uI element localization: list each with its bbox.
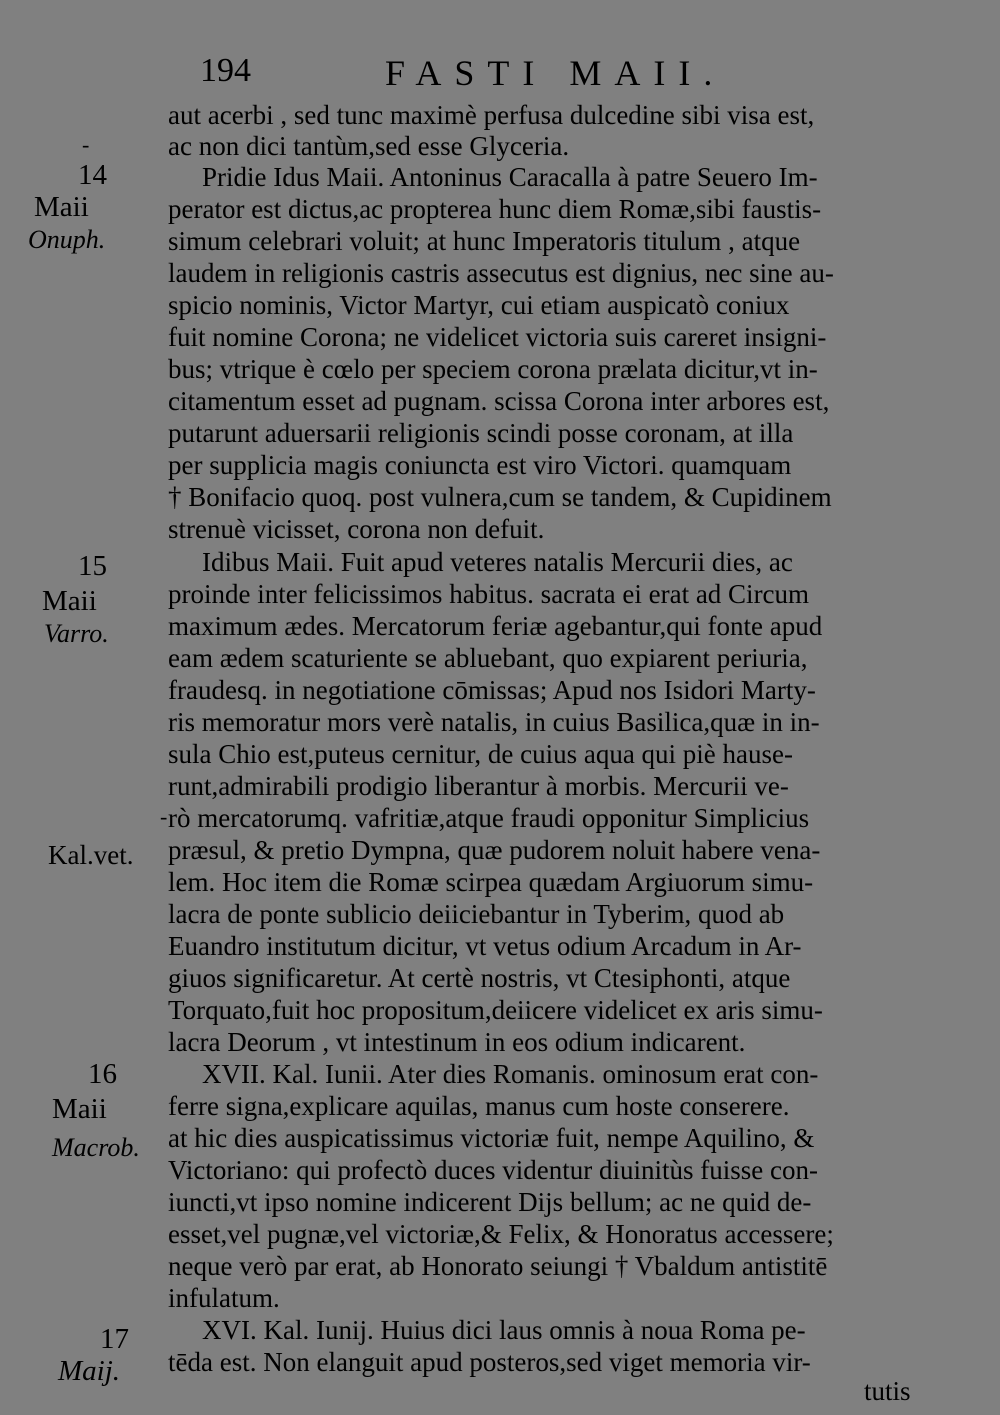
text-line: ac non dici tantùm,sed esse Glyceria. (168, 131, 570, 161)
text-line: sula Chio est,puteus cernitur, de cuius aqua qui piè hause- (168, 739, 794, 769)
text-line: simum celebrari voluit; at hunc Imperatoris titulum , atque (168, 226, 801, 256)
margin-source: Onuph. (28, 225, 106, 254)
text-line: neque verò par erat, ab Honorato seiungi † Vbaldum antistitē (168, 1251, 828, 1281)
text-line: bus; vtrique è cœlo per speciem corona prælata dicitur,vt in- (168, 354, 818, 384)
text-line: infulatum. (168, 1283, 280, 1313)
text-line: tēda est. Non elanguit apud posteros,sed viget memoria vir- (168, 1347, 811, 1377)
text-line: ris memoratur mors verè natalis, in cuius Basilica,quæ in in- (168, 707, 820, 737)
margin-month: Maii (42, 585, 97, 617)
text-line: spicio nominis, Victor Martyr, cui etiam auspicatò coniux (168, 290, 790, 320)
margin-month: Maij. (58, 1355, 121, 1387)
text-line: maximum ædes. Mercatorum feriæ agebantur,qui fonte apud (168, 611, 823, 641)
text-line: lacra Deorum , vt intestinum in eos odium indicarent. (168, 1027, 746, 1057)
margin-mark: - (160, 804, 168, 829)
text-line: XVI. Kal. Iunij. Huius dici laus omnis à noua Roma pe- (202, 1315, 806, 1345)
text-line: at hic dies auspicatissimus victoriæ fuit, nempe Aquilino, & (168, 1123, 815, 1153)
text-line: per supplicia magis coniuncta est viro Victori. quamquam (168, 450, 792, 480)
margin-day: 15 (78, 550, 107, 582)
text-line: XVII. Kal. Iunii. Ater dies Romanis. ominosum erat con- (202, 1059, 819, 1089)
text-line: rò mercatorumq. vafritiæ,atque fraudi opponitur Simplicius (168, 803, 810, 833)
page-header (0, 52, 1000, 98)
text-line: esset,vel pugnæ,vel victoriæ,& Felix, & Honoratus accessere; (168, 1219, 834, 1249)
text-line: Idibus Maii. Fuit apud veteres natalis Mercurii dies, ac (202, 547, 793, 577)
margin-day: 14 (78, 159, 107, 191)
catchword: tutis (864, 1376, 911, 1406)
text-line: giuos significaretur. At certè nostris, vt Ctesiphonti, atque (168, 963, 791, 993)
text-line: runt,admirabili prodigio liberantur à morbis. Mercurii ve- (168, 771, 789, 801)
text-line: † Bonifacio quoq. post vulnera,cum se tandem, & Cupidinem (168, 482, 832, 512)
text-line: iuncti,vt ipso nomine indicerent Dijs bellum; ac ne quid de- (168, 1187, 812, 1217)
text-line: fraudesq. in negotiatione cōmissas; Apud nos Isidori Marty- (168, 675, 816, 705)
text-line: Torquato,fuit hoc propositum,deiicere videlicet ex aris simu- (168, 995, 823, 1025)
text-line: aut acerbi , sed tunc maximè perfusa dulcedine sibi visa est, (168, 100, 815, 130)
page-number: 194 (200, 52, 251, 89)
text-line: præsul, & pretio Dympna, quæ pudorem noluit habere vena- (168, 835, 821, 865)
text-line: ferre signa,explicare aquilas, manus cum hoste conserere. (168, 1091, 790, 1121)
margin-day: 16 (88, 1058, 117, 1090)
text-line: Euandro institutum dicitur, vt vetus odium Arcadum in Ar- (168, 931, 802, 961)
margin-mark: - (82, 132, 90, 157)
margin-source: Macrob. (52, 1133, 140, 1162)
text-line: Pridie Idus Maii. Antoninus Caracalla à patre Seuero Im- (202, 162, 818, 192)
text-line: lem. Hoc item die Romæ scirpea quædam Argiuorum simu- (168, 867, 814, 897)
text-line: putarunt aduersarii religionis scindi posse coronam, at illa (168, 418, 794, 448)
text-line: lacra de ponte sublicio deiiciebantur in Tyberim, quod ab (168, 899, 785, 929)
text-line: proinde inter felicissimos habitus. sacrata ei erat ad Circum (168, 579, 810, 609)
margin-day: 17 (100, 1323, 129, 1355)
margin-month: Maii (52, 1093, 107, 1125)
text-line: Victoriano: qui profectò duces videntur diuinitùs fuisse con- (168, 1155, 818, 1185)
text-line: perator est dictus,ac propterea hunc diem Romæ,sibi faustis- (168, 194, 822, 224)
margin-note: Kal.vet. (48, 840, 134, 870)
margin-source: Varro. (44, 619, 109, 648)
text-line: strenuè vicisset, corona non defuit. (168, 514, 545, 544)
running-title: FASTI MAII. (385, 53, 726, 93)
text-line: citamentum esset ad pugnam. scissa Corona inter arbores est, (168, 386, 830, 416)
text-line: eam ædem scaturiente se abluebant, quo expiarent periuria, (168, 643, 808, 673)
text-line: fuit nomine Corona; ne videlicet victoria suis careret insigni- (168, 322, 827, 352)
margin-month: Maii (34, 191, 89, 223)
text-line: laudem in religionis castris assecutus est dignius, nec sine au- (168, 258, 834, 288)
